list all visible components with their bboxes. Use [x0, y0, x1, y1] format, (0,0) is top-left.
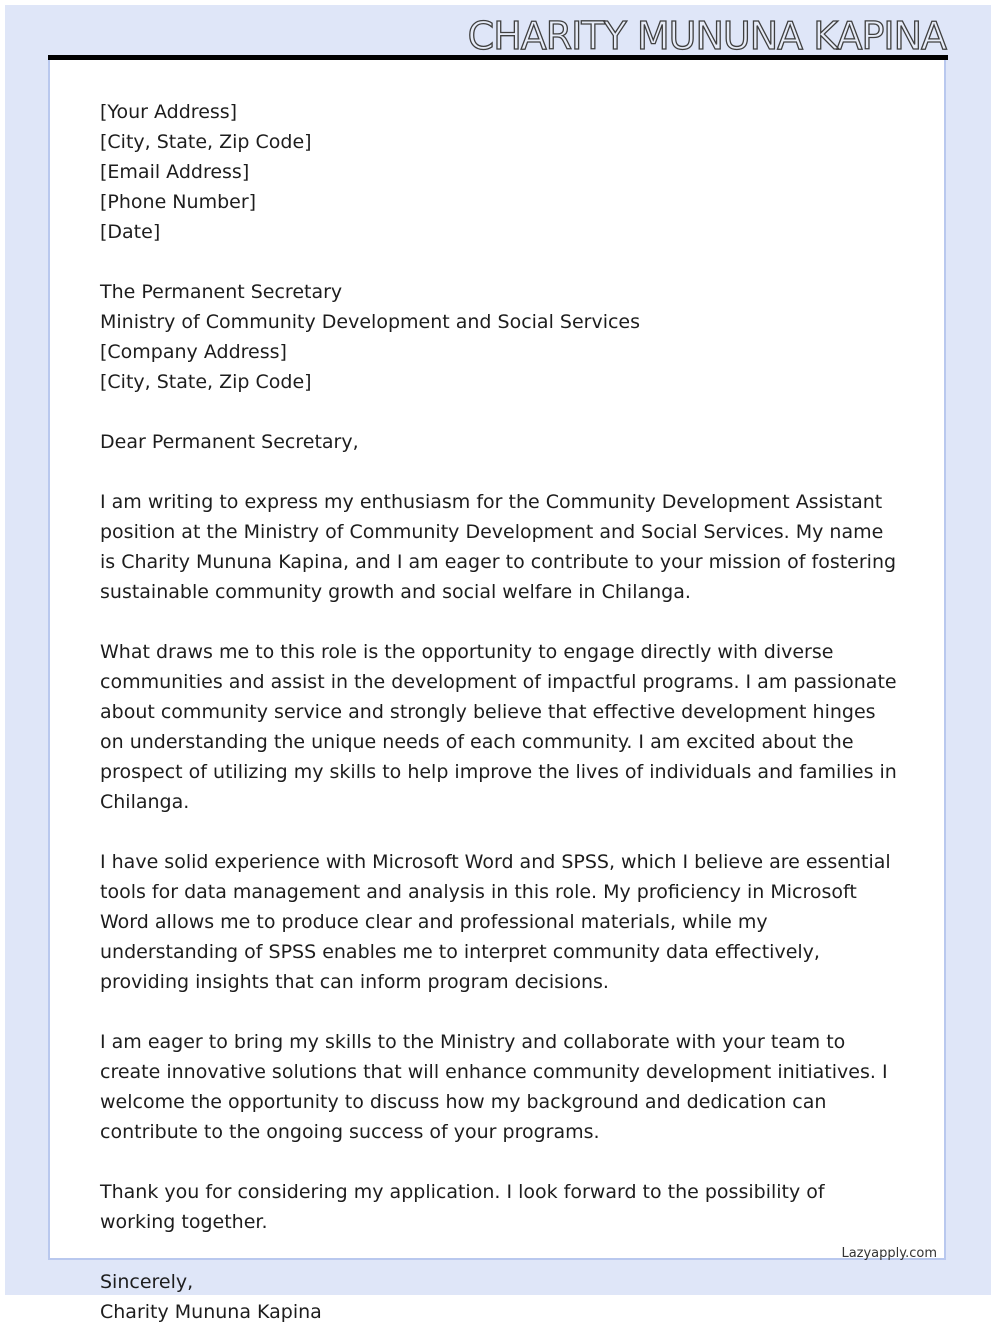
spacer — [100, 817, 900, 847]
recipient-title: The Permanent Secretary — [100, 281, 343, 303]
body-paragraph-4: I am eager to bring my skills to the Ministry and collaborate with your team to create innovative solutions that will enhance community development initiatives. I welcome the opportunity to discuss how my background and dedication can contribute to the ongoing success of your programs. — [100, 1031, 888, 1143]
spacer — [100, 247, 900, 277]
cover-letter-body — [100, 97, 900, 1327]
recipient-block — [100, 277, 900, 397]
applicant-name-heading: CHARITY MUNUNA KAPINA — [467, 14, 946, 58]
signature-name: Charity Mununa Kapina — [100, 1301, 322, 1323]
recipient-city-state-zip: [City, State, Zip Code] — [100, 371, 312, 393]
spacer — [100, 607, 900, 637]
closing: Sincerely, — [100, 1271, 194, 1293]
spacer — [100, 397, 900, 427]
salutation: Dear Permanent Secretary, — [100, 431, 359, 453]
recipient-address: [Company Address] — [100, 341, 287, 363]
spacer — [100, 1147, 900, 1177]
letter-date: [Date] — [100, 221, 161, 243]
body-paragraph-5: Thank you for considering my application. I look forward to the possibility of working together. — [100, 1181, 825, 1233]
recipient-organization: Ministry of Community Development and Social Services — [100, 311, 641, 333]
sender-email: [Email Address] — [100, 161, 250, 183]
body-paragraph-2: What draws me to this role is the opportunity to engage directly with diverse communities and assist in the development of impactful programs. I am passionate about community service and strongly believe that effective development hinges on understanding the unique needs of each community. I am excited about the prospect of utilizing my skills to help improve the lives of individuals and families in Chilanga. — [100, 641, 897, 813]
sender-block — [100, 97, 900, 247]
spacer — [100, 457, 900, 487]
sender-city-state-zip: [City, State, Zip Code] — [100, 131, 312, 153]
body-paragraph-3: I have solid experience with Microsoft Word and SPSS, which I believe are essential tools for data management and analysis in this role. My proficiency in Microsoft Word allows me to produce clear and professional materials, while my understanding of SPSS enables me to interpret community data effectively, providing insights that can inform program decisions. — [100, 851, 891, 993]
sender-phone: [Phone Number] — [100, 191, 257, 213]
spacer — [100, 1237, 900, 1267]
spacer — [100, 997, 900, 1027]
body-paragraph-1: I am writing to express my enthusiasm for the Community Development Assistant position at the Ministry of Community Development and Social Services. My name is Charity Mununa Kapina, and I am eager to contribute to your mission of fostering sustainable community growth and social welfare in Chilanga. — [100, 491, 897, 603]
sender-address: [Your Address] — [100, 101, 238, 123]
watermark-text: Lazyapply.com — [841, 1246, 937, 1261]
